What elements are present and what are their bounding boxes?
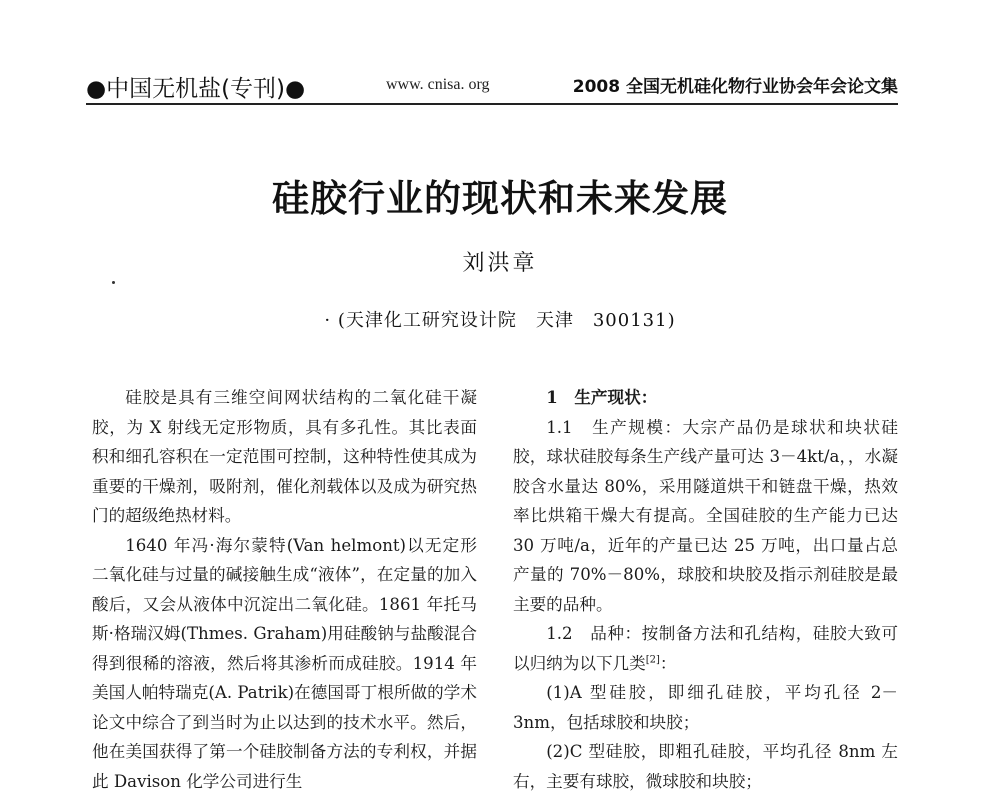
- paragraph-history: 1640 年冯·海尔蒙特(Van helmont)以无定形二氧化硅与过量的碱接触生成“液体”，在定量的加入酸后，又会从液体中沉淀出二氧化硅。1861 年托马斯·格瑞汉姆(Thmes. Graham)用硅酸钠与盐酸混合得到很稀的溶液，然后将其渗析而成硅胶。1914 年美国人帕特瑞克(A. Patrik)在德国哥丁根所做的学术论文中综合了到当时为止以达到的技术水平。然后，他在美国获得了第一个硅胶制备方法的专利权，并据此 Davison 化学公司进行生: [92, 531, 477, 796]
- paragraph-intro: 硅胶是具有三维空间网状结构的二氧化硅干凝胶，为 X 射线无定形物质，具有多孔性。其比表面积和细孔容积在一定范围可控制，这种特性使其成为重要的干燥剂，吸附剂，催化剂载体以及成为研究热门的超级绝热材料。: [92, 383, 477, 531]
- section-heading-production: 1 生产现状：: [513, 383, 898, 413]
- article-title: 硅胶行业的现状和未来发展: [0, 168, 1000, 222]
- right-column: [513, 383, 898, 796]
- journal-website: www. cnisa. org: [386, 76, 490, 94]
- varieties-colon: ：: [660, 654, 677, 673]
- paragraph-production-scale: 1.1 生产规模：大宗产品仍是球状和块状硅胶，球状硅胶每条生产线产量可达 3－4kt/a，，水凝胶含水量达 80%，采用隧道烘干和链盘干燥，热效率比烘箱干燥大有提高。全国硅胶的生产能力已达 30 万吨/a，近年的产量已达 25 万吨，出口量占总产量的 70%－80%，球胶和块胶及指示剂硅胶是最主要的品种。: [513, 413, 898, 620]
- header-rule: [86, 103, 898, 105]
- scan-speck: [112, 281, 115, 284]
- varieties-text: 1.2 品种：按制备方法和孔结构，硅胶大致可以归纳为以下几类: [513, 624, 898, 673]
- left-column: [92, 383, 477, 796]
- paragraph-varieties: [513, 619, 898, 678]
- journal-name: ●中国无机盐(专刊)●: [86, 70, 305, 103]
- paragraph-type-a: (1)A 型硅胶，即细孔硅胶，平均孔径 2－3nm，包括球胶和块胶；: [513, 678, 898, 737]
- article-author: 刘洪章: [0, 246, 1000, 277]
- citation-ref: [2]: [646, 654, 660, 665]
- author-affiliation: · (天津化工研究设计院 天津 300131): [0, 306, 1000, 332]
- paragraph-type-c: (2)C 型硅胶，即粗孔硅胶，平均孔径 8nm 左右，主要有球胶，微球胶和块胶；: [513, 737, 898, 796]
- proceedings-title: 2008 全国无机硅化物行业协会年会论文集: [573, 72, 898, 97]
- running-header: [86, 68, 898, 102]
